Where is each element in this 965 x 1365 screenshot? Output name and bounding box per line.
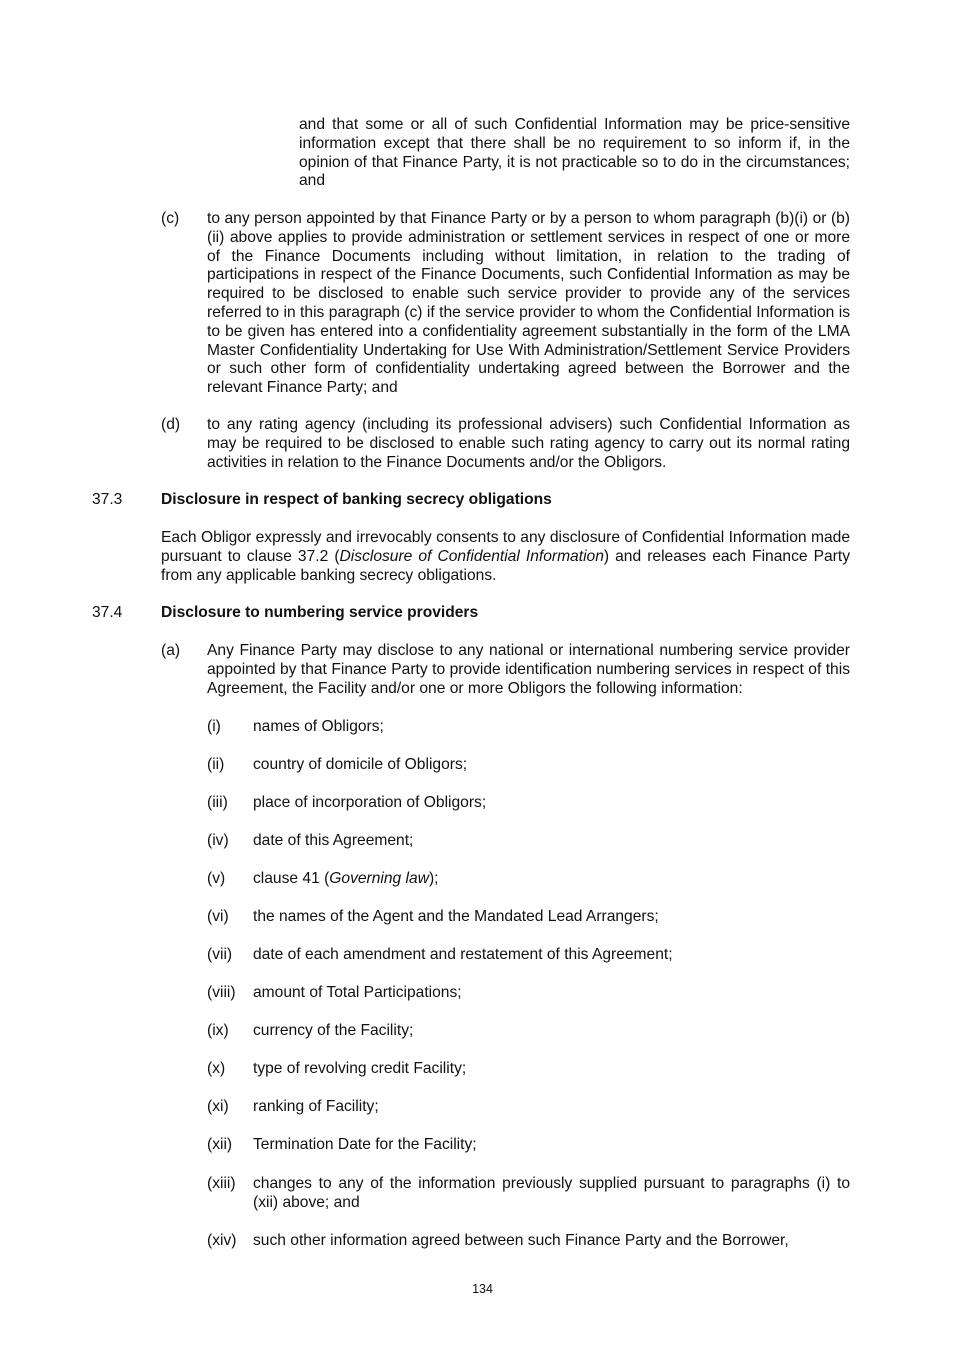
list-item: type of revolving credit Facility;: [253, 1060, 467, 1077]
section-37-4-title: Disclosure to numbering service providers: [161, 604, 479, 621]
list-item: clause 41 (Governing law);: [253, 870, 439, 887]
section-37-3-text: Each Obligor expressly and irrevocably consents to any disclosure of Confidential Information made pursuant to clause 37.2 (Disclosure of Confidential Information) and releases each Finance Party from any applicable banking secrecy obligations.: [161, 529, 850, 584]
continuation-paragraph: and that some or all of such Confidential Information may be price-sensitive information except that there shall be no requirement to so inform if, in the opinion of that Finance Party, it is not practicable so to do in the circumstances; and: [299, 116, 850, 190]
item-label: (vii): [207, 946, 233, 963]
section-37-4-number: 37.4: [92, 604, 123, 621]
list-item: currency of the Facility;: [253, 1022, 414, 1039]
item-label: (xiii): [207, 1175, 236, 1192]
item-label: (xiv): [207, 1232, 237, 1249]
list-item: amount of Total Participations;: [253, 984, 462, 1001]
paragraph-d-label: (d): [161, 416, 181, 433]
list-item: the names of the Agent and the Mandated Lead Arrangers;: [253, 908, 659, 925]
paragraph-c-label: (c): [161, 210, 180, 227]
section-37-3-title: Disclosure in respect of banking secrecy obligations: [161, 491, 552, 508]
item-label: (iv): [207, 832, 229, 849]
item-label: (iii): [207, 794, 228, 811]
list-item: ranking of Facility;: [253, 1098, 379, 1115]
item-label: (ix): [207, 1022, 229, 1039]
list-item: place of incorporation of Obligors;: [253, 794, 487, 811]
list-item: such other information agreed between such Finance Party and the Borrower,: [253, 1232, 789, 1249]
item-label: (ii): [207, 756, 225, 773]
item-label: (xi): [207, 1098, 229, 1115]
item-label: (i): [207, 718, 221, 735]
item-label: (v): [207, 870, 226, 887]
list-item: changes to any of the information previously supplied pursuant to paragraphs (i) to (xii) above; and: [253, 1175, 850, 1211]
list-item: date of this Agreement;: [253, 832, 414, 849]
item-label: (xii): [207, 1136, 233, 1153]
list-item: country of domicile of Obligors;: [253, 756, 468, 773]
page-number: 134: [472, 1282, 493, 1296]
paragraph-c-text: to any person appointed by that Finance Party or by a person to whom paragraph (b)(i) or (b)(ii) above applies to provide administration or settlement services in respect of one or more of the Finance Documents including without limitation, in relation to the trading of participations in respect of the Finance Documents, such Confidential Information as may be required to be disclosed to enable such service provider to provide any of the services referred to in this paragraph (c) if the service provider to whom the Confidential Information is to be given has entered into a confidentiality agreement substantially in the form of the LMA Master Confidentiality Undertaking for Use With Administration/Settlement Service Providers or such other form of confidentiality undertaking agreed between the Borrower and the relevant Finance Party; and: [207, 210, 850, 397]
list-item: date of each amendment and restatement of this Agreement;: [253, 946, 673, 963]
item-label: (viii): [207, 984, 236, 1001]
list-item: Termination Date for the Facility;: [253, 1136, 477, 1153]
item-label: (vi): [207, 908, 229, 925]
paragraph-d-text: to any rating agency (including its professional advisers) such Confidential Information as may be required to be disclosed to enable such rating agency to carry out its normal rating activities in relation to the Finance Documents and/or the Obligors.: [207, 416, 850, 471]
section-37-3-number: 37.3: [92, 491, 123, 508]
item-label: (x): [207, 1060, 226, 1077]
paragraph-a-label: (a): [161, 642, 181, 659]
paragraph-a-text: Any Finance Party may disclose to any national or international numbering service provider appointed by that Finance Party to provide identification numbering services in respect of this Agreement, the Facility and/or one or more Obligors the following information:: [207, 642, 850, 697]
list-item: names of Obligors;: [253, 718, 384, 735]
